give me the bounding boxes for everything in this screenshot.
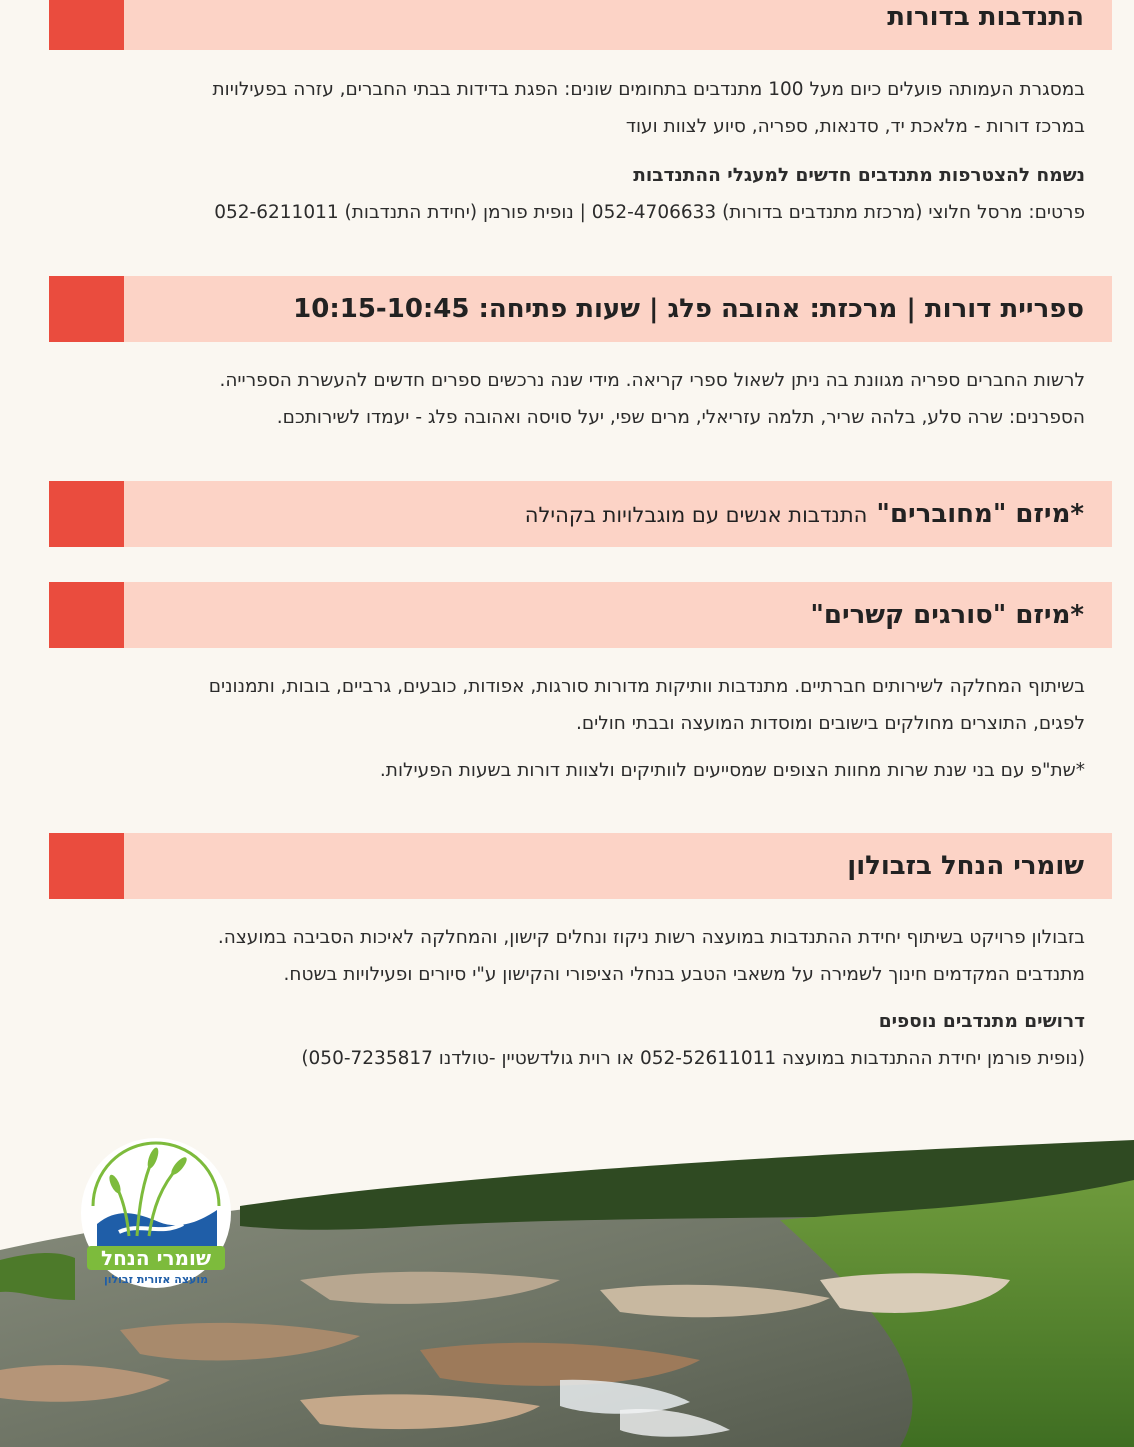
knitting-header — [49, 582, 1112, 648]
body-line: במסגרת העמותה פועלים כיום מעל 100 מתנדבים בתחומים שונים: הפגת בדידות בבתי החברים, עזרה בפעילויות — [212, 79, 1085, 100]
section-marker — [49, 481, 124, 547]
highlight-text: נשמח להצטרפות מתנדבים חדשים למעגלי ההתנדבות — [633, 165, 1085, 186]
contact-text: פרטים: מרסל חלוצי (מרכזת מתנדבים בדורות) 052-4706633 | נופית פורמן (יחידת התנדבות) 052-6211011 — [214, 202, 1085, 223]
subtitle-text: התנדבות אנשים עם מוגבלויות בקהילה — [524, 503, 868, 527]
section-title: *מיזם "סורגים קשרים" — [810, 600, 1084, 630]
note-text: *שת"פ עם בני שנת שרות מחוות הצופים שמסייעים לוותיקים ולצוות דורות בשעות הפעילות. — [379, 760, 1085, 781]
section-title: שומרי הנחל בזבולון — [847, 851, 1084, 881]
body-line: בזבולון פרויקט בשיתוף יחידת ההתנדבות במועצה רשות ניקוז ונחלים קישון, והמחלקה לאיכות הסביבה במועצה. — [217, 927, 1085, 948]
body-line: בשיתוף המחלקה לשירותים חברתיים. מתנדבות וותיקות מדורות סורגות, אפודות, כובעים, גרביים, בובות, ותמנונים — [208, 676, 1085, 697]
knitting-body — [49, 668, 1085, 742]
body-line: הספרנים: שרה סלע, בלהה שריר, תלמה עזריאלי, מרים שפי, יעל סויסה ואהובה פלג - יעמדו לשירותכם. — [276, 407, 1085, 428]
volunteering-body — [49, 71, 1085, 145]
river-extra — [49, 1003, 1085, 1077]
section-marker — [49, 276, 124, 342]
connected-header — [49, 481, 1112, 547]
contact-text: (נופית פורמן יחידת ההתנדבות במועצה 052-52611011 או רוית גולדשטיין -טולדנו 050-7235817) — [301, 1048, 1085, 1069]
highlight-text: דרושים מתנדבים נוספים — [878, 1011, 1085, 1032]
volunteering-extra — [49, 157, 1085, 231]
section-marker — [49, 833, 124, 899]
body-line: לפגים, התוצרים מחולקים בישובים ומוסדות המועצה ובבתי חולים. — [575, 713, 1085, 734]
library-body — [49, 362, 1085, 436]
section-title: התנדבות בדורות — [887, 2, 1084, 32]
body-line: לרשות החברים ספריה מגוונת בה ניתן לשאול ספרי קריאה. מידי שנה נרכשים ספרים חדשים להעשרת הספרייה. — [219, 370, 1085, 391]
section-title: ספריית דורות | מרכזת: אהובה פלג | שעות פתיחה: 10:15-10:45 — [293, 294, 1084, 324]
section-marker — [49, 582, 124, 648]
river-body — [49, 919, 1085, 993]
library-header — [49, 276, 1112, 342]
section-title — [525, 499, 1084, 529]
river-header — [49, 833, 1112, 899]
volunteering-header — [49, 0, 1112, 50]
section-marker — [49, 0, 124, 50]
title-text: *מיזם "מחוברים" — [876, 499, 1084, 529]
body-line: מתנדבים המקדמים חינוך לשמירה על משאבי הטבע בנחלי הציפורי והקישון ע"י סיורים ופעילויות בשטח. — [283, 964, 1085, 985]
logo-tagline: מועצה אזורית זבולון — [103, 1273, 209, 1286]
logo-name: שומרי הנחל — [100, 1246, 212, 1270]
body-line: במרכז דורות - מלאכת יד, סדנאות, ספריה, סיוע לצוות ועוד — [625, 116, 1085, 137]
river-guardians-logo — [79, 1136, 233, 1290]
knitting-note — [49, 752, 1085, 789]
